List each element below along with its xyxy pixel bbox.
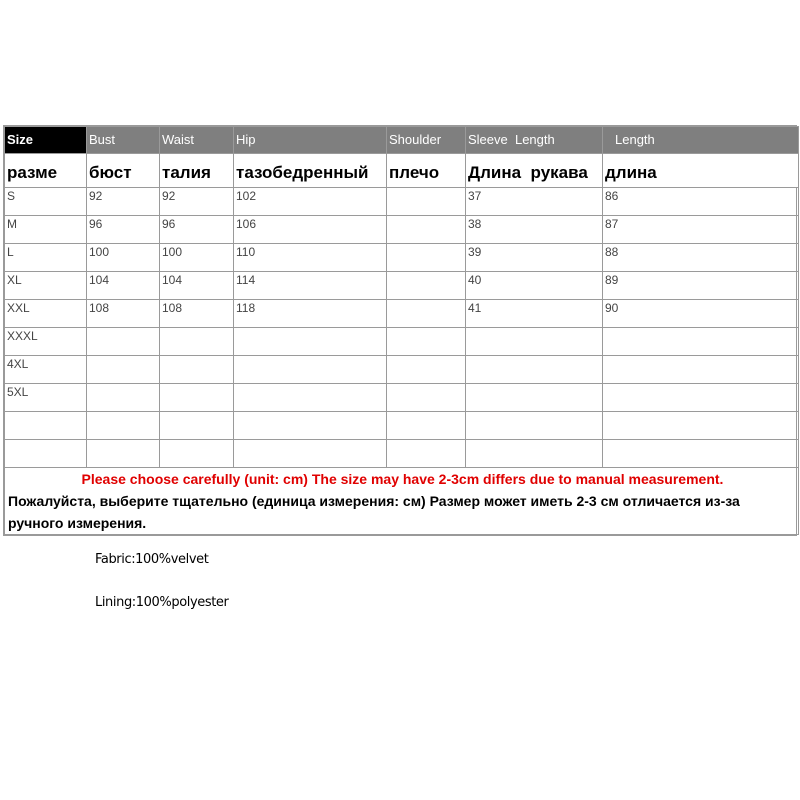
header-row-russian (5, 154, 799, 188)
cell-hip: 114 (234, 272, 387, 300)
header-bust-ru: бюст (87, 154, 160, 188)
cell-waist: 92 (160, 188, 234, 216)
cell-length (603, 440, 799, 468)
header-size: Size (5, 127, 87, 154)
header-length: Length (603, 127, 799, 154)
cell-bust: 96 (87, 216, 160, 244)
cell-bust (87, 440, 160, 468)
cell-length (603, 328, 799, 356)
cell-size: XXL (5, 300, 87, 328)
cell-bust: 108 (87, 300, 160, 328)
size-chart (3, 125, 797, 536)
cell-shoulder (387, 272, 466, 300)
cell-shoulder (387, 412, 466, 440)
cell-sleeve-length (466, 412, 603, 440)
cell-waist: 108 (160, 300, 234, 328)
cell-hip (234, 440, 387, 468)
header-bust: Bust (87, 127, 160, 154)
cell-waist: 96 (160, 216, 234, 244)
lining-info: Lining:100%polyester (95, 595, 229, 610)
cell-bust: 104 (87, 272, 160, 300)
header-sleeve-length-ru: Длина рукава (466, 154, 603, 188)
note-english: Please choose carefully (unit: cm) The size may have 2-3cm differs due to manual measurement. (81, 471, 724, 487)
table-row (5, 356, 799, 384)
cell-shoulder (387, 356, 466, 384)
header-size-ru: разме (5, 154, 87, 188)
cell-bust (87, 384, 160, 412)
header-shoulder-ru: плечо (387, 154, 466, 188)
cell-size: 5XL (5, 384, 87, 412)
cell-waist (160, 384, 234, 412)
cell-size: S (5, 188, 87, 216)
cell-shoulder (387, 328, 466, 356)
header-waist-ru: талия (160, 154, 234, 188)
cell-waist (160, 412, 234, 440)
cell-shoulder (387, 440, 466, 468)
cell-sleeve-length (466, 356, 603, 384)
table-row (5, 384, 799, 412)
cell-shoulder (387, 188, 466, 216)
cell-size: XL (5, 272, 87, 300)
note-russian: Пожалуйста, выберите тщательно (единица измерения: см) Размер может иметь 2-3 см отличается из-за ручного измерения. (8, 493, 740, 531)
cell-length: 86 (603, 188, 799, 216)
size-table (4, 126, 799, 535)
cell-length: 89 (603, 272, 799, 300)
cell-length: 88 (603, 244, 799, 272)
header-hip: Hip (234, 127, 387, 154)
cell-bust (87, 328, 160, 356)
cell-hip (234, 384, 387, 412)
cell-size: L (5, 244, 87, 272)
cell-sleeve-length: 41 (466, 300, 603, 328)
cell-bust (87, 356, 160, 384)
cell-hip: 102 (234, 188, 387, 216)
cell-length: 87 (603, 216, 799, 244)
cell-waist: 100 (160, 244, 234, 272)
cell-size (5, 440, 87, 468)
cell-size: XXXL (5, 328, 87, 356)
cell-size: 4XL (5, 356, 87, 384)
cell-length (603, 384, 799, 412)
cell-sleeve-length: 38 (466, 216, 603, 244)
cell-waist (160, 356, 234, 384)
header-sleeve-length: Sleeve Length (466, 127, 603, 154)
cell-shoulder (387, 244, 466, 272)
cell-sleeve-length (466, 440, 603, 468)
cell-length: 90 (603, 300, 799, 328)
cell-hip: 118 (234, 300, 387, 328)
cell-hip (234, 412, 387, 440)
cell-hip (234, 328, 387, 356)
table-row (5, 272, 799, 300)
cell-sleeve-length: 37 (466, 188, 603, 216)
cell-waist: 104 (160, 272, 234, 300)
cell-bust: 92 (87, 188, 160, 216)
cell-size: M (5, 216, 87, 244)
fabric-info: Fabric:100%velvet (95, 552, 209, 567)
table-row (5, 412, 799, 440)
table-row (5, 188, 799, 216)
cell-sleeve-length: 39 (466, 244, 603, 272)
cell-shoulder (387, 384, 466, 412)
cell-sleeve-length (466, 384, 603, 412)
table-row (5, 440, 799, 468)
table-row (5, 328, 799, 356)
cell-hip (234, 356, 387, 384)
cell-bust (87, 412, 160, 440)
table-row (5, 300, 799, 328)
cell-hip: 110 (234, 244, 387, 272)
header-waist: Waist (160, 127, 234, 154)
cell-shoulder (387, 300, 466, 328)
cell-waist (160, 328, 234, 356)
cell-hip: 106 (234, 216, 387, 244)
cell-sleeve-length (466, 328, 603, 356)
header-hip-ru: тазобедренный (234, 154, 387, 188)
cell-length (603, 356, 799, 384)
table-row (5, 244, 799, 272)
size-rows (5, 188, 799, 468)
cell-waist (160, 440, 234, 468)
cell-size (5, 412, 87, 440)
header-row-english (5, 127, 799, 154)
cell-length (603, 412, 799, 440)
measurement-note (5, 468, 799, 535)
cell-shoulder (387, 216, 466, 244)
header-shoulder: Shoulder (387, 127, 466, 154)
table-row (5, 216, 799, 244)
header-length-ru: длина (603, 154, 799, 188)
cell-sleeve-length: 40 (466, 272, 603, 300)
cell-bust: 100 (87, 244, 160, 272)
note-row (5, 468, 799, 535)
